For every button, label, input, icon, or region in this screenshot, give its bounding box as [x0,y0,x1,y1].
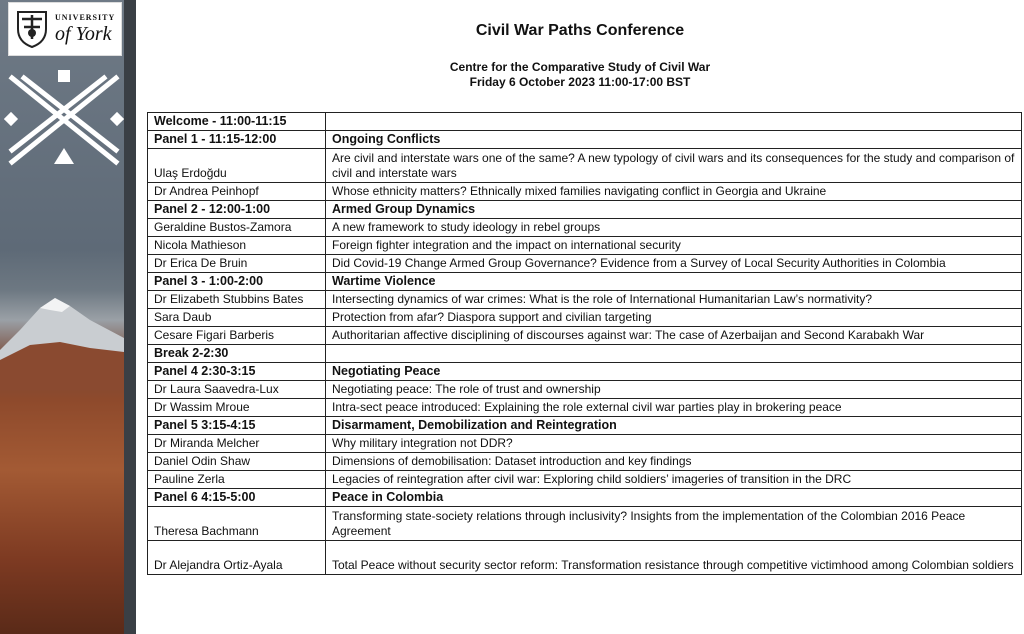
speaker-name: Dr Wassim Mroue [148,399,326,417]
speaker-name: Dr Laura Saavedra-Lux [148,381,326,399]
schedule-body [148,113,1022,575]
page-subtitle [136,60,1024,90]
talk-title: Negotiating peace: The role of trust and ownership [326,381,1022,399]
talk-row [148,471,1022,489]
subtitle-organizer: Centre for the Comparative Study of Civil War [449,60,711,74]
subtitle-date-time: Friday 6 October 2023 11:00-17:00 BST [469,75,691,89]
session-time: Panel 6 4:15-5:00 [148,489,326,507]
talk-row [148,399,1022,417]
speaker-name: Dr Elizabeth Stubbins Bates [148,291,326,309]
session-title: Armed Group Dynamics [326,201,1022,219]
speaker-name: Pauline Zerla [148,471,326,489]
session-title: Peace in Colombia [326,489,1022,507]
session-header-row [148,273,1022,291]
session-header-row [148,417,1022,435]
talk-title: Intra-sect peace introduced: Explaining the role external civil war parties play in brokering peace [326,399,1022,417]
session-header-row [148,131,1022,149]
talk-row [148,255,1022,273]
talk-title: Are civil and interstate wars one of the same? A new typology of civil wars and its consequences for the study and comparison of civil and interstate wars [326,149,1022,183]
session-header-row [148,489,1022,507]
talk-row [148,309,1022,327]
page-title: Civil War Paths Conference [475,22,685,39]
session-time: Break 2-2:30 [148,345,326,363]
talk-row [148,219,1022,237]
session-time: Panel 5 3:15-4:15 [148,417,326,435]
talk-title: Transforming state-society relations through inclusivity? Insights from the implementation of the Colombian 2016 Peace Agreement [326,507,1022,541]
talk-title: Whose ethnicity matters? Ethnically mixed families navigating conflict in Georgia and Ukraine [326,183,1022,201]
session-header-row [148,201,1022,219]
session-title: Wartime Violence [326,273,1022,291]
speaker-name: Ulaş Erdoğdu [148,149,326,183]
speaker-name: Geraldine Bustos-Zamora [148,219,326,237]
schedule-table [147,112,1022,575]
talk-title: A new framework to study ideology in rebel groups [326,219,1022,237]
talk-row [148,435,1022,453]
logo-text-york: of York [55,23,112,45]
speaker-name: Dr Erica De Bruin [148,255,326,273]
decorative-banner [0,0,136,634]
talk-title: Total Peace without security sector reform: Transformation resistance through competitive victimhood among Colombian soldiers [326,541,1022,575]
speaker-name: Sara Daub [148,309,326,327]
speaker-name: Daniel Odin Shaw [148,453,326,471]
talk-title: Authoritarian affective disciplining of discourses against war: The case of Azerbaijan and Second Karabakh War [326,327,1022,345]
session-header-row [148,113,1022,131]
talk-title: Dimensions of demobilisation: Dataset introduction and key findings [326,453,1022,471]
speaker-name: Theresa Bachmann [148,507,326,541]
speaker-name: Dr Alejandra Ortiz-Ayala [148,541,326,575]
talk-row [148,507,1022,541]
session-title [326,113,1022,131]
session-time: Welcome - 11:00-11:15 [148,113,326,131]
banner-edge-stripe [124,0,136,634]
session-time: Panel 3 - 1:00-2:00 [148,273,326,291]
session-title: Ongoing Conflicts [326,131,1022,149]
talk-title: Why military integration not DDR? [326,435,1022,453]
speaker-name: Cesare Figari Barberis [148,327,326,345]
emblem-icon [4,70,124,170]
session-header-row [148,363,1022,381]
talk-row [148,183,1022,201]
talk-title: Foreign fighter integration and the impact on international security [326,237,1022,255]
talk-row [148,327,1022,345]
talk-title: Legacies of reintegration after civil war: Exploring child soldiers’ imageries of transition in the DRC [326,471,1022,489]
talk-row [148,541,1022,575]
session-time: Panel 4 2:30-3:15 [148,363,326,381]
talk-title: Intersecting dynamics of war crimes: What is the role of International Humanitarian Law’s normativity? [326,291,1022,309]
university-logo[interactable] [8,2,122,56]
session-title: Disarmament, Demobilization and Reintegration [326,417,1022,435]
talk-title: Did Covid-19 Change Armed Group Governance? Evidence from a Survey of Local Security Authorities in Colombia [326,255,1022,273]
talk-title: Protection from afar? Diaspora support and civilian targeting [326,309,1022,327]
talk-row [148,291,1022,309]
talk-row [148,149,1022,183]
speaker-name: Nicola Mathieson [148,237,326,255]
session-header-row [148,345,1022,363]
session-time: Panel 2 - 12:00-1:00 [148,201,326,219]
talk-row [148,381,1022,399]
crest-icon [15,9,49,49]
session-title: Negotiating Peace [326,363,1022,381]
talk-row [148,237,1022,255]
speaker-name: Dr Miranda Melcher [148,435,326,453]
talk-row [148,453,1022,471]
session-title [326,345,1022,363]
speaker-name: Dr Andrea Peinhopf [148,183,326,201]
session-time: Panel 1 - 11:15-12:00 [148,131,326,149]
logo-text-university: UNIVERSITY [55,13,116,22]
mountain-image [0,290,124,390]
